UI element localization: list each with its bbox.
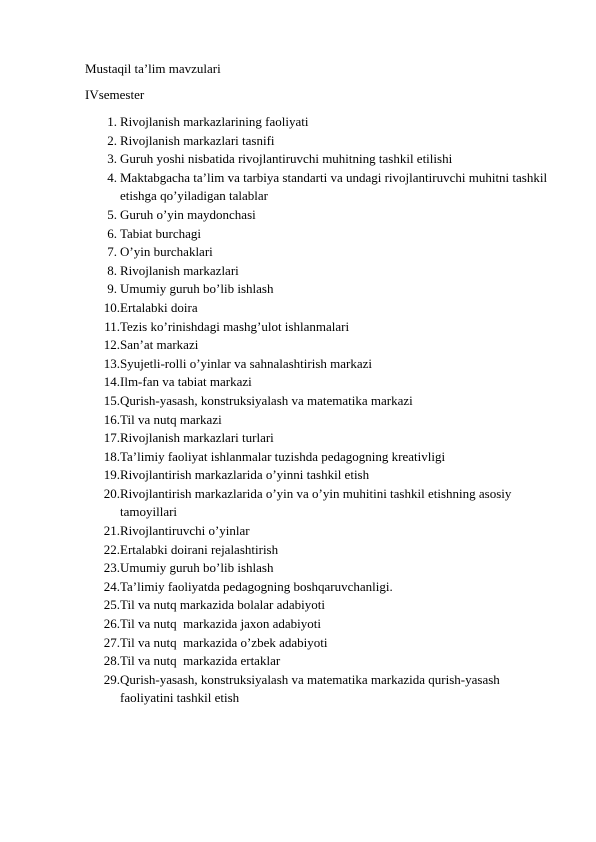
topic-item bbox=[85, 355, 555, 374]
topic-number: 9. bbox=[107, 281, 117, 297]
topic-text: Guruh yoshi nisbatida rivojlantiruvchi muhitning tashkil etilishi bbox=[120, 151, 453, 167]
topic-text: Ilm-fan va tabiat markazi bbox=[120, 374, 252, 390]
topic-number: 18. bbox=[103, 448, 120, 464]
topic-text: Til va nutq markazida jaxon adabiyoti bbox=[120, 616, 321, 632]
topic-item bbox=[85, 429, 555, 448]
topic-text: Qurish-yasash, konstruksiyalash va matematika markazi bbox=[120, 392, 413, 408]
topic-item bbox=[85, 113, 555, 132]
semester-label: IVsemester bbox=[85, 87, 145, 102]
topic-number: 24. bbox=[103, 578, 120, 594]
topic-item bbox=[85, 466, 555, 485]
topic-item bbox=[85, 169, 555, 206]
topic-text: Rivojlantiruvchi o’yinlar bbox=[120, 523, 250, 539]
topic-number: 16. bbox=[103, 411, 120, 427]
topic-item bbox=[85, 262, 555, 281]
topic-text: Rivojlantirish markazlarida o’yinni tashkil etish bbox=[120, 467, 370, 483]
topic-text: Rivojlanish markazlari turlari bbox=[120, 430, 274, 446]
topic-item bbox=[85, 392, 555, 411]
topic-item bbox=[85, 634, 555, 653]
topic-text: Tabiat burchagi bbox=[120, 225, 202, 241]
topic-item bbox=[85, 578, 555, 597]
topic-text: O’yin burchaklari bbox=[120, 244, 213, 260]
topic-number: 28. bbox=[103, 653, 120, 669]
topic-number: 13. bbox=[103, 355, 120, 371]
topic-text: Rivojlanish markazlarining faoliyati bbox=[120, 114, 309, 129]
topic-item bbox=[85, 243, 555, 262]
topic-item bbox=[85, 132, 555, 151]
topic-number: 12. bbox=[103, 337, 120, 353]
topic-number: 23. bbox=[103, 560, 120, 576]
topic-item bbox=[85, 206, 555, 225]
topic-number: 6. bbox=[107, 225, 117, 241]
topic-number: 29. bbox=[103, 671, 120, 687]
topic-item bbox=[85, 411, 555, 430]
topic-number: 14. bbox=[103, 374, 120, 390]
topic-list bbox=[85, 113, 555, 708]
topic-number: 20. bbox=[103, 485, 120, 501]
topic-number: 11. bbox=[104, 318, 120, 334]
topic-item bbox=[85, 522, 555, 541]
topic-number: 26. bbox=[103, 616, 120, 632]
topic-text: Syujetli-rolli o’yinlar va sahnalashtirish markazi bbox=[120, 355, 372, 371]
topic-text: Tezis ko’rinishdagi mashg’ulot ishlanmalari bbox=[120, 318, 350, 334]
topic-number: 17. bbox=[103, 430, 120, 446]
document-title: Mustaqil ta’lim mavzulari bbox=[85, 61, 221, 76]
topic-number: 1. bbox=[107, 114, 117, 129]
topic-item bbox=[85, 373, 555, 392]
topic-item bbox=[85, 225, 555, 244]
topic-number: 19. bbox=[103, 467, 120, 483]
topic-item bbox=[85, 336, 555, 355]
topic-number: 10. bbox=[103, 299, 120, 315]
topic-text: Rivojlanish markazlari tasnifi bbox=[120, 132, 275, 148]
topic-item bbox=[85, 280, 555, 299]
topic-text: Ertalabki doira bbox=[120, 299, 198, 315]
topic-number: 4. bbox=[107, 169, 117, 185]
topic-item bbox=[85, 615, 555, 634]
topic-item bbox=[85, 541, 555, 560]
topic-text: Guruh o’yin maydonchasi bbox=[120, 206, 256, 222]
topic-item bbox=[85, 559, 555, 578]
topic-item bbox=[85, 150, 555, 169]
topic-text: Til va nutq markazida o’zbek adabiyoti bbox=[120, 634, 328, 650]
topic-text: Til va nutq markazida ertaklar bbox=[120, 653, 281, 669]
topic-text: Qurish-yasash, konstruksiyalash va matematika markazida qurish-yasash faoliyatini tashkil etish bbox=[120, 671, 504, 706]
topic-text: Umumiy guruh bo’lib ishlash bbox=[120, 560, 274, 576]
topic-text: Ertalabki doirani rejalashtirish bbox=[120, 541, 279, 557]
topic-item bbox=[85, 299, 555, 318]
topic-item bbox=[85, 671, 555, 708]
topic-text: Maktabgacha ta’lim va tarbiya standarti va undagi rivojlantiruvchi muhitni tashkil etishga qo’yiladigan talablar bbox=[120, 169, 551, 204]
topic-text: Til va nutq markazida bolalar adabiyoti bbox=[120, 597, 325, 613]
topic-number: 22. bbox=[103, 541, 120, 557]
topic-item bbox=[85, 318, 555, 337]
topic-text: Ta’limiy faoliyatda pedagogning boshqaruvchanligi. bbox=[120, 578, 393, 594]
topic-number: 15. bbox=[103, 392, 120, 408]
topic-item bbox=[85, 596, 555, 615]
topic-text: Rivojlantirish markazlarida o’yin va o’yin muhitini tashkil etishning asosiy tamoyillari bbox=[120, 485, 515, 520]
topic-text: San’at markazi bbox=[120, 337, 199, 353]
topic-number: 21. bbox=[103, 523, 120, 539]
topic-number: 2. bbox=[107, 132, 117, 148]
topic-number: 3. bbox=[107, 151, 117, 167]
topic-item bbox=[85, 652, 555, 671]
topic-text: Ta’limiy faoliyat ishlanmalar tuzishda pedagogning kreativligi bbox=[120, 448, 446, 464]
topic-number: 5. bbox=[107, 206, 117, 222]
topic-number: 27. bbox=[103, 634, 120, 650]
topic-item bbox=[85, 485, 555, 522]
topic-item bbox=[85, 448, 555, 467]
topic-text: Umumiy guruh bo’lib ishlash bbox=[120, 281, 274, 297]
topic-number: 8. bbox=[107, 262, 117, 278]
topic-text: Rivojlanish markazlari bbox=[120, 262, 239, 278]
topic-text: Til va nutq markazi bbox=[120, 411, 222, 427]
topic-number: 25. bbox=[103, 597, 120, 613]
topic-number: 7. bbox=[107, 244, 117, 260]
